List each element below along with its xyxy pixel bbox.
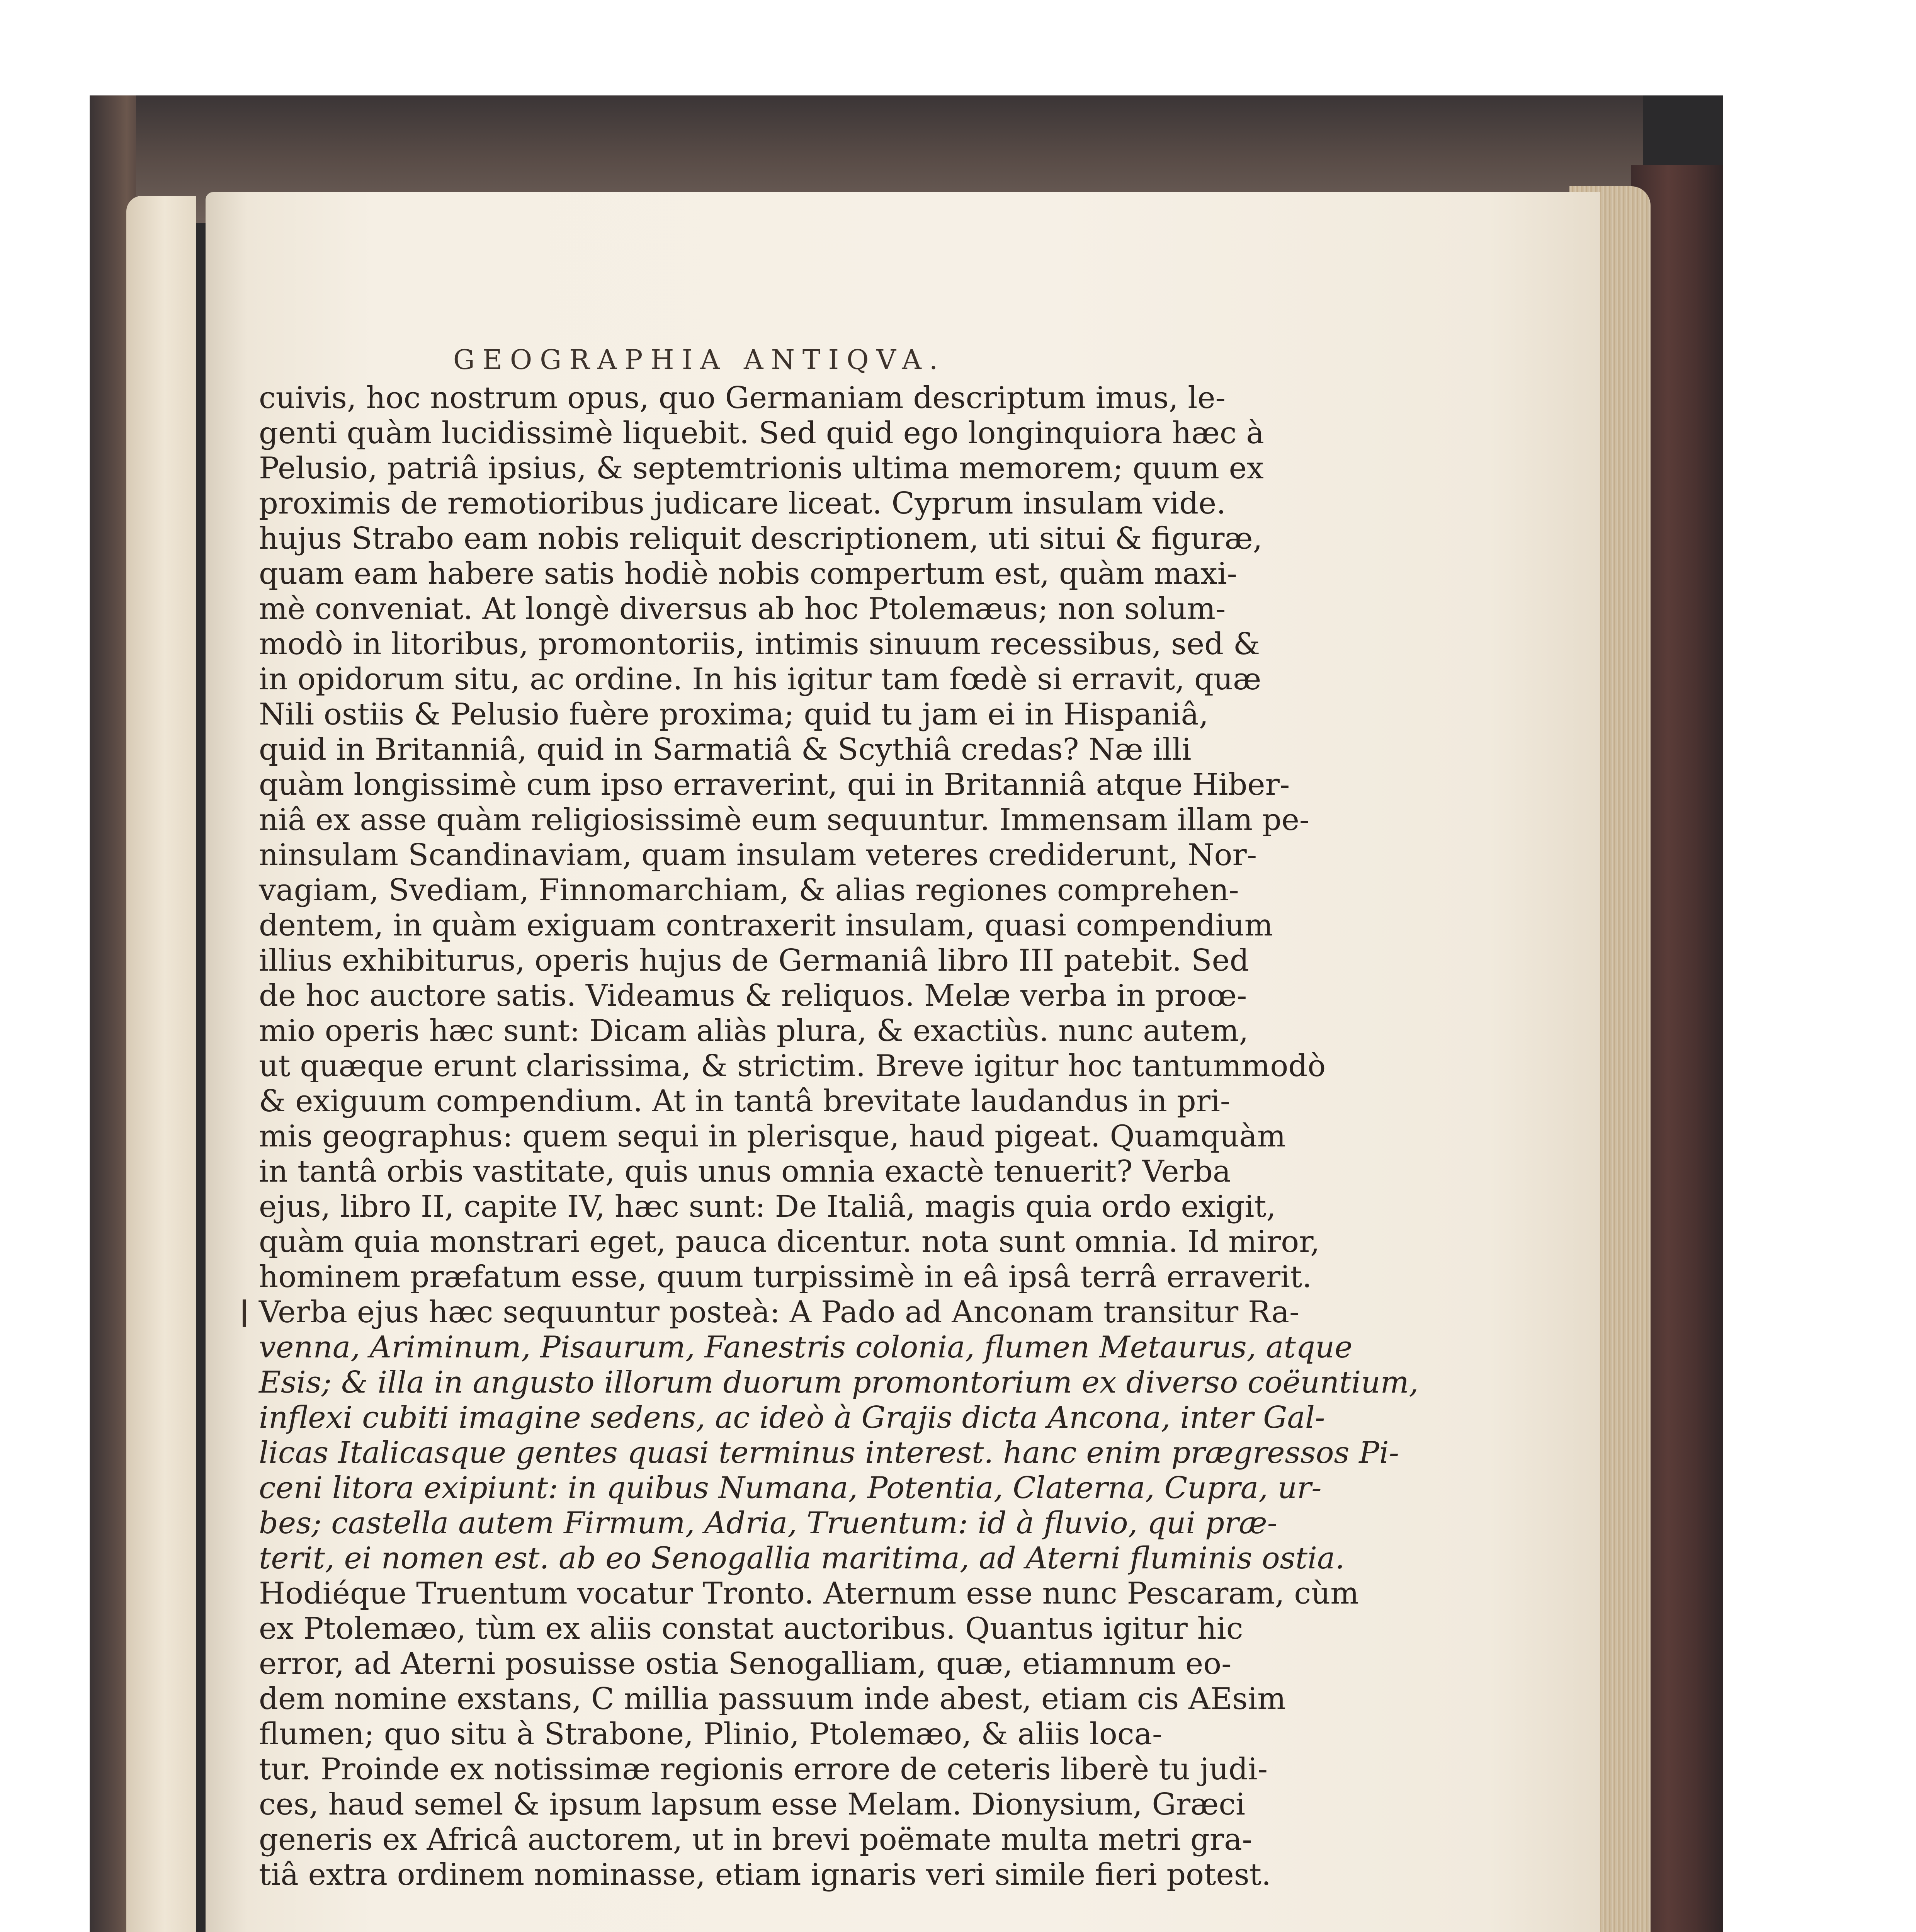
text-line: generis ex Africâ auctorem, ut in brevi poëmate multa metri gra- — [259, 1822, 1252, 1857]
text-line: tur. Proinde ex notissimæ regionis errore de ceteris liberè tu judi- — [259, 1752, 1268, 1787]
text-line: modò in litoribus, promontoriis, intimis sinuum recessibus, sed & — [259, 627, 1260, 662]
text-line: ces, haud semel & ipsum lapsum esse Melam. Dionysium, Græci — [259, 1787, 1245, 1822]
facing-page-edge — [126, 196, 196, 1932]
text-line: licas Italicasque gentes quasi terminus interest. hanc enim prægressos Pi- — [259, 1435, 1399, 1470]
text-line: Pelusio, patriâ ipsius, & septemtrionis ultima memorem; quum ex — [259, 451, 1264, 486]
text-line: de hoc auctore satis. Videamus & reliquos. Melæ verba in proœ- — [259, 978, 1247, 1013]
text-line: illius exhibiturus, operis hujus de Germaniâ libro III patebit. Sed — [259, 943, 1249, 978]
text-line: ex Ptolemæo, tùm ex aliis constat auctoribus. Quantus igitur hic — [259, 1611, 1243, 1646]
text-line: quàm longissimè cum ipso erraverint, qui in Britanniâ atque Hiber- — [259, 767, 1290, 802]
text-line: proximis de remotioribus judicare liceat. Cyprum insulam vide. — [259, 486, 1226, 521]
text-line: quam eam habere satis hodiè nobis compertum est, quàm maxi- — [259, 556, 1238, 591]
text-line: ut quæque erunt clarissima, & strictim. Breve igitur hoc tantummodò — [259, 1049, 1326, 1083]
text-line: Verba ejus hæc sequuntur posteà: A Pado ad Anconam transitur Ra- — [259, 1295, 1300, 1330]
text-line: inflexi cubiti imagine sedens, ac ideò à Grajis dicta Ancona, inter Gal- — [259, 1400, 1325, 1435]
text-line: mio operis hæc sunt: Dicam aliàs plura, & exactiùs. nunc autem, — [259, 1014, 1249, 1048]
text-line: quid in Britanniâ, quid in Sarmatiâ & Scythiâ credas? Næ illi — [259, 732, 1192, 767]
text-line: error, ad Aterni posuisse ostia Senogalliam, quæ, etiamnum eo- — [259, 1646, 1232, 1681]
body-text — [259, 381, 1419, 1893]
text-line: ninsulam Scandinaviam, quam insulam veteres crediderunt, Nor- — [259, 838, 1257, 872]
text-line: mè conveniat. At longè diversus ab hoc Ptolemæus; non solum- — [259, 592, 1226, 626]
text-line: dem nomine exstans, C millia passuum inde abest, etiam cis AEsim — [259, 1682, 1286, 1716]
text-line: Hodiéque Truentum vocatur Tronto. Aternum esse nunc Pescaram, cùm — [259, 1576, 1359, 1611]
text-line: flumen; quo situ à Strabone, Plinio, Ptolemæo, & aliis loca- — [259, 1717, 1163, 1752]
running-title: GEOGRAPHIA ANTIQVA. — [453, 344, 946, 376]
text-line: venna, Ariminum, Pisaurum, Fanestris colonia, flumen Metaurus, atque — [259, 1330, 1353, 1365]
text-line: mis geographus: quem sequi in plerisque, haud pigeat. Quamquàm — [259, 1119, 1286, 1154]
text-line: terit, ei nomen est. ab eo Senogallia maritima, ad Aterni fluminis ostia. — [259, 1541, 1345, 1576]
text-line: niâ ex asse quàm religiosissimè eum sequuntur. Immensam illam pe- — [259, 803, 1310, 837]
text-line: Nili ostiis & Pelusio fuère proxima; quid tu jam ei in Hispaniâ, — [259, 697, 1209, 732]
text-line: & exiguum compendium. At in tantâ brevitate laudandus in pri- — [259, 1084, 1231, 1119]
text-line: dentem, in quàm exiguam contraxerit insulam, quasi compendium — [259, 908, 1273, 943]
text-line: hujus Strabo eam nobis reliquit descriptionem, uti situi & figuræ, — [259, 521, 1263, 556]
text-line: in tantâ orbis vastitate, quis unus omnia exactè tenuerit? Verba — [259, 1154, 1231, 1189]
text-line: tiâ extra ordinem nominasse, etiam ignaris veri simile fieri potest. — [259, 1857, 1271, 1892]
text-line: Esis; & illa in angusto illorum duorum promontorium ex diverso coëuntium, — [259, 1365, 1419, 1400]
text-line: ejus, libro II, capite IV, hæc sunt: De Italiâ, magis quia ordo exigit, — [259, 1189, 1276, 1224]
text-line: in opidorum situ, ac ordine. In his igitur tam fœdè si erravit, quæ — [259, 662, 1261, 697]
text-line: genti quàm lucidissimè liquebit. Sed quid ego longinquiora hæc à — [259, 416, 1264, 451]
text-line: hominem præfatum esse, quum turpissimè in eâ ipsâ terrâ erraverit. — [259, 1260, 1312, 1294]
text-line: quàm quia monstrari eget, pauca dicentur. nota sunt omnia. Id miror, — [259, 1225, 1320, 1259]
text-line: bes; castella autem Firmum, Adria, Truentum: id à fluvio, qui præ- — [259, 1506, 1277, 1541]
text-line: vagiam, Svediam, Finnomarchiam, & alias regiones comprehen- — [259, 873, 1239, 908]
text-line: cuivis, hoc nostrum opus, quo Germaniam descriptum imus, le- — [259, 381, 1226, 415]
text-line: ceni litora exipiunt: in quibus Numana, Potentia, Claterna, Cupra, ur- — [259, 1471, 1322, 1505]
